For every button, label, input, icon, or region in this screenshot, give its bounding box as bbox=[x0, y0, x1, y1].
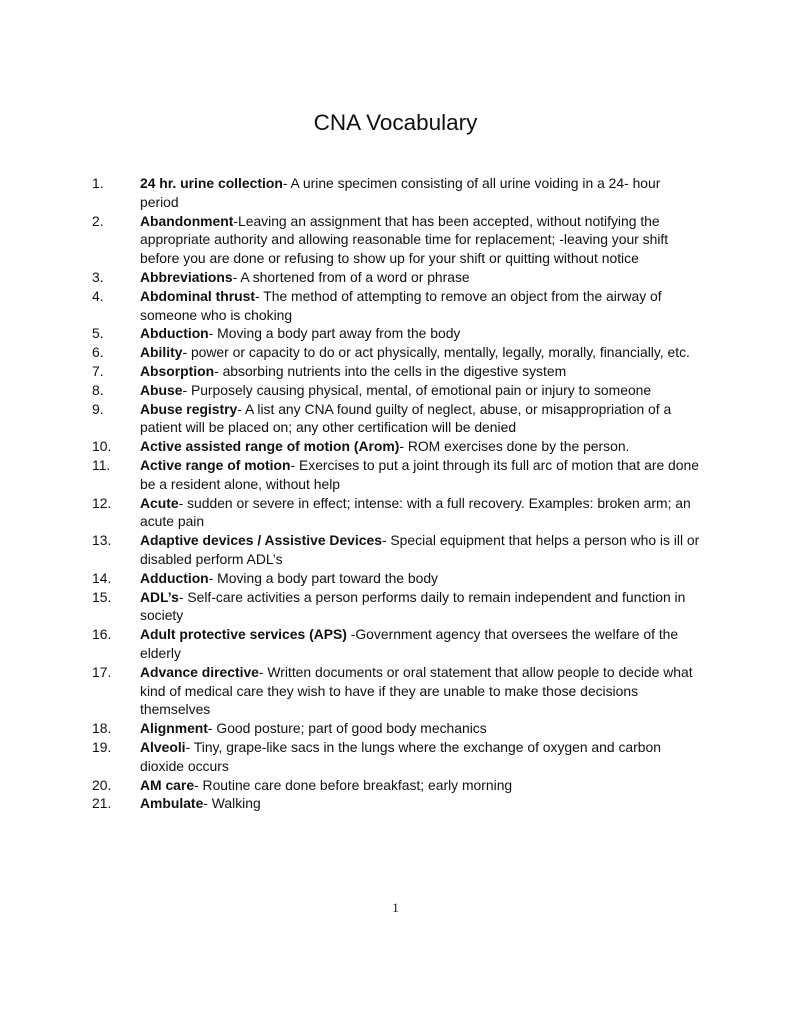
item-body bbox=[140, 174, 702, 212]
item-body bbox=[140, 625, 702, 663]
vocabulary-definition: - Moving a body part away from the body bbox=[208, 325, 461, 342]
vocabulary-definition: - ROM exercises done by the person. bbox=[399, 438, 630, 455]
vocabulary-item bbox=[92, 719, 702, 738]
item-number: 3. bbox=[92, 268, 104, 285]
item-body bbox=[140, 794, 702, 813]
item-body bbox=[140, 776, 702, 795]
vocabulary-item bbox=[92, 663, 702, 719]
vocabulary-term: Abuse registry bbox=[140, 400, 238, 417]
vocabulary-term: Alignment bbox=[140, 720, 208, 737]
item-number: 7. bbox=[92, 362, 104, 379]
item-body bbox=[140, 531, 702, 569]
item-body bbox=[140, 663, 702, 719]
item-body bbox=[140, 287, 702, 325]
vocabulary-term: Ability bbox=[140, 344, 183, 361]
vocabulary-item bbox=[92, 625, 702, 663]
vocabulary-term: Abbreviations bbox=[140, 268, 233, 285]
vocabulary-definition: - Special equipment that helps a person who is ill or disabled perform ADL’s bbox=[140, 532, 700, 567]
item-number: 16. bbox=[92, 626, 112, 643]
vocabulary-definition: - Routine care done before breakfast; early morning bbox=[194, 776, 513, 793]
item-number: 19. bbox=[92, 738, 112, 755]
item-number: 12. bbox=[92, 494, 112, 511]
item-number: 20. bbox=[92, 776, 112, 793]
item-number: 15. bbox=[92, 588, 112, 605]
vocabulary-term: Adduction bbox=[140, 569, 209, 586]
item-body bbox=[140, 343, 702, 362]
item-number: 1. bbox=[92, 175, 104, 191]
vocabulary-definition: - sudden or severe in effect; intense: with a full recovery. Examples: broken arm; an acute pain bbox=[140, 494, 691, 530]
vocabulary-term: Active range of motion bbox=[140, 456, 291, 473]
vocabulary-item bbox=[92, 588, 702, 626]
item-body bbox=[140, 437, 702, 456]
item-number: 17. bbox=[92, 663, 112, 680]
vocabulary-item bbox=[92, 212, 702, 268]
vocabulary-item bbox=[92, 324, 702, 343]
vocabulary-term: Abduction bbox=[140, 325, 209, 342]
vocabulary-item bbox=[92, 437, 702, 456]
item-body bbox=[140, 400, 702, 438]
vocabulary-item bbox=[92, 794, 702, 813]
vocabulary-item bbox=[92, 381, 702, 400]
vocabulary-item bbox=[92, 569, 702, 588]
vocabulary-definition: - Walking bbox=[203, 795, 261, 812]
vocabulary-item bbox=[92, 494, 702, 532]
item-number: 11. bbox=[92, 456, 111, 473]
vocabulary-term: Advance directive bbox=[140, 663, 259, 680]
item-body bbox=[140, 268, 702, 287]
item-body bbox=[140, 738, 702, 776]
vocabulary-definition: - Exercises to put a joint through its full arc of motion that are done be a resident alone, without help bbox=[140, 456, 699, 492]
vocabulary-definition: - Written documents or oral statement that allow people to decide what kind of medical care they wish to have if they are unable to make those decisions themselves bbox=[140, 663, 693, 718]
item-body bbox=[140, 588, 702, 626]
vocabulary-term: Active assisted range of motion (Arom) bbox=[140, 438, 400, 455]
item-number: 13. bbox=[92, 532, 112, 549]
vocabulary-definition: - A shortened from of a word or phrase bbox=[232, 268, 470, 285]
vocabulary-definition: - Purposely causing physical, mental, of emotional pain or injury to someone bbox=[182, 381, 652, 398]
vocabulary-definition: - Moving a body part toward the body bbox=[208, 569, 438, 586]
vocabulary-definition: - A urine specimen consisting of all urine voiding in a 24- hour period bbox=[140, 175, 661, 210]
item-number: 2. bbox=[92, 212, 104, 229]
item-number: 14. bbox=[92, 569, 112, 586]
item-body bbox=[140, 362, 702, 381]
item-body bbox=[140, 494, 702, 532]
vocabulary-term: Adult protective services (APS) bbox=[140, 626, 347, 643]
vocabulary-term: Abuse bbox=[140, 381, 183, 398]
vocabulary-term: Abdominal thrust bbox=[140, 287, 255, 304]
vocabulary-definition: - Good posture; part of good body mechanics bbox=[207, 720, 487, 737]
vocabulary-definition: - power or capacity to do or act physically, mentally, legally, morally, financially, etc. bbox=[182, 344, 690, 361]
vocabulary-term: Adaptive devices / Assistive Devices bbox=[140, 532, 382, 549]
item-number: 18. bbox=[92, 720, 112, 737]
vocabulary-term: Alveoli bbox=[140, 738, 186, 755]
item-number: 21. bbox=[92, 795, 112, 812]
vocabulary-item bbox=[92, 287, 702, 325]
vocabulary-definition: -Government agency that oversees the welfare of the elderly bbox=[140, 626, 679, 661]
vocabulary-item bbox=[92, 400, 702, 438]
item-body bbox=[140, 719, 702, 738]
vocabulary-item bbox=[92, 776, 702, 795]
item-body bbox=[140, 381, 702, 400]
page-title: CNA Vocabulary bbox=[313, 110, 478, 135]
vocabulary-definition: - The method of attempting to remove an object from the airway of someone who is choking bbox=[140, 287, 662, 323]
vocabulary-item bbox=[92, 343, 702, 362]
vocabulary-item bbox=[92, 738, 702, 776]
item-number: 8. bbox=[92, 381, 104, 398]
item-number: 9. bbox=[92, 400, 104, 417]
vocabulary-term: ADL’s bbox=[140, 588, 179, 605]
item-number: 10. bbox=[92, 438, 112, 455]
vocabulary-definition: -Leaving an assignment that has been accepted, without notifying the appropriate authority and allowing reasonable time for replacement; -leaving your shift before you are done or refusing to show up for your shift or quitting without notice bbox=[140, 212, 669, 267]
vocabulary-definition: - absorbing nutrients into the cells in the digestive system bbox=[214, 362, 567, 379]
vocabulary-term: Ambulate bbox=[140, 795, 204, 812]
vocabulary-term: Abandonment bbox=[140, 212, 234, 229]
vocabulary-item bbox=[92, 268, 702, 287]
vocabulary-term: Acute bbox=[140, 494, 179, 511]
vocabulary-definition: - A list any CNA found guilty of neglect, abuse, or misappropriation of a patient will be placed on; any other certification will be denied bbox=[140, 400, 672, 436]
vocabulary-term: Absorption bbox=[140, 362, 215, 379]
item-body bbox=[140, 569, 702, 588]
item-body bbox=[140, 212, 702, 268]
item-body bbox=[140, 324, 702, 343]
vocabulary-definition: - Tiny, grape-like sacs in the lungs where the exchange of oxygen and carbon dioxide occurs bbox=[140, 738, 661, 774]
vocabulary-term: AM care bbox=[140, 776, 195, 793]
item-number: 6. bbox=[92, 344, 104, 361]
item-number: 5. bbox=[92, 325, 104, 342]
vocabulary-definition: - Self-care activities a person performs daily to remain independent and function in society bbox=[140, 588, 686, 624]
vocabulary-term: 24 hr. urine collection bbox=[140, 175, 283, 191]
item-number: 4. bbox=[92, 287, 104, 304]
page-number: 1 bbox=[392, 900, 399, 915]
vocabulary-item bbox=[92, 362, 702, 381]
vocabulary-item bbox=[92, 174, 702, 212]
vocabulary-item bbox=[92, 531, 702, 569]
vocabulary-list bbox=[92, 174, 702, 813]
item-body bbox=[140, 456, 702, 494]
vocabulary-item bbox=[92, 456, 702, 494]
